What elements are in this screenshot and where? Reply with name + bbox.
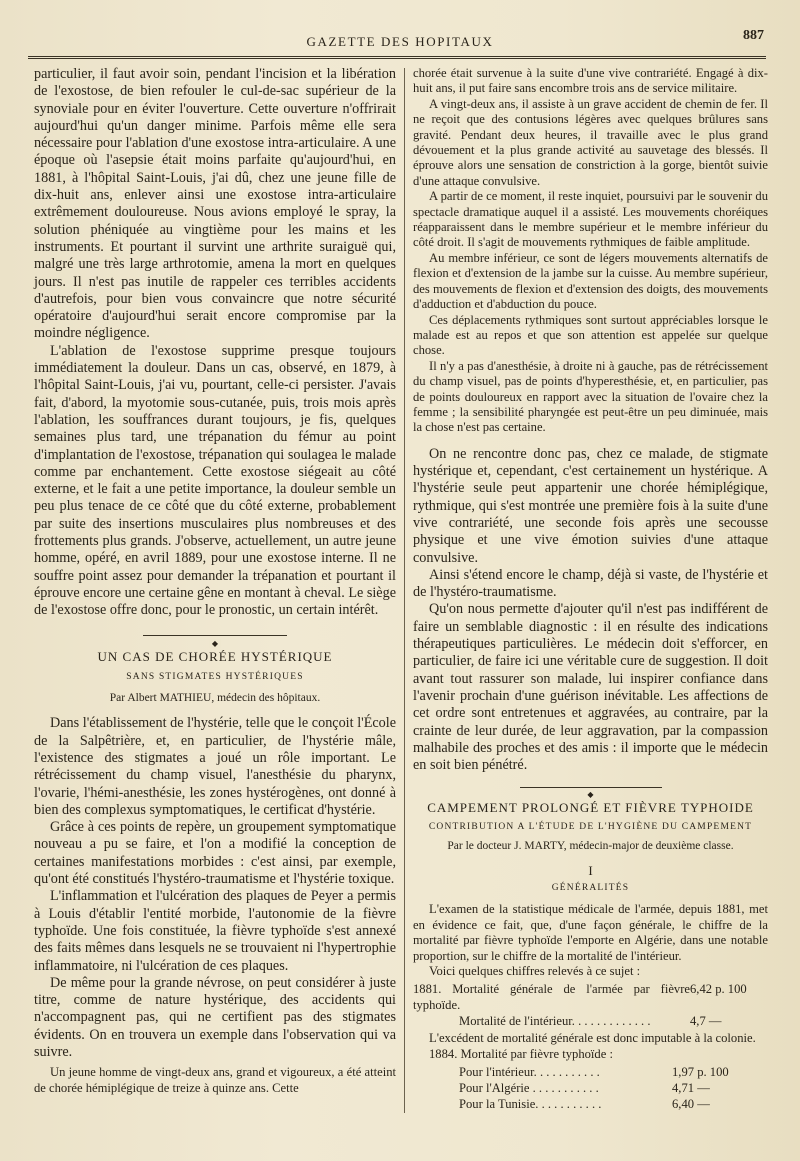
paragraph: L'excédent de mortalité générale est donc imputable à la colonie. [429, 1031, 756, 1046]
paragraph: Ainsi s'étend encore le champ, déjà si vaste, de l'hystérie et de l'hystéro-traumatisme. [413, 566, 768, 601]
article-byline: Par Albert MATHIEU, médecin des hôpitaux. [109, 692, 321, 705]
paragraph: Au membre inférieur, ce sont de légers mouvements alternatifs de flexion et d'extension de la jambe sur la cuisse. Au membre supérieur, des mouvements de flexion et d'extension des doigts, des mouvements d'adduction et d'abduction du pouce. [413, 250, 768, 312]
paragraph: Qu'on nous permette d'ajouter qu'il n'est pas indifférent de faire un semblable diagnostic : il en résulte des indications thérapeutiques particulières. Le médecin doit s'efforcer, en particulier, de faire ici une véritable cure de suggestion. Il doit avant tout rassurer son malade, lui inspirer confiance dans l'avenir prochain d'une guérison inévitable. Les affections de cet ordre sont entretenues et aggravées, au contraire, par la crainte de leur durée, de leur aggravation, par la compassion malhabile des proches et des amis : il importe que le médecin en soit bien pénétré. [413, 601, 768, 774]
stats-1881 [413, 981, 768, 1029]
stat-value: 6,42 p. 100 [690, 982, 747, 997]
stat-row [413, 981, 768, 1013]
paragraph: particulier, il faut avoir soin, pendant l'incision et la libération de l'exostose, de bien refouler le cul-de-sac supérieur de la synoviale pour en éviter l'ouverture. Cette ouverture n'offrirait aujourd'hui qu'un danger minime. Parfois même elle sera nécessaire pour l'ablation d'une exostose intra-articulaire. A une époque où l'asepsie était moins parfaite qu'aujourd'hui, en 1881, à l'hôpital Saint-Louis, j'ai dû, chez une jeune fille de dix-huit ans, enlever ainsi une exostose intra-articulaire extrêmement douloureuse. Nous avions employé le spray, la solution phéniquée au vingtième pour les mains et les instruments. Et pourtant il survint une arthrite suraiguë qui, malgré une très large arthrotomie, amena la mort en quelques jours. Il n'est pas inutile de rappeler ces terribles accidents d'autrefois, pour bien vous convaincre que notre sécurité opératoire d'aujourd'hui serait encore compromise par la moindre négligence. [34, 66, 396, 342]
paragraph: Voici quelques chiffres relevés à ce sujet : [429, 964, 641, 979]
article-separator: ◆ [34, 634, 396, 638]
article-title: UN CAS DE CHORÉE HYSTÉRIQUE [97, 648, 333, 664]
stat-row [413, 1013, 768, 1029]
stat-label: Pour la Tunisie. . . . . . . . . . . [459, 1097, 602, 1112]
article-subtitle: CONTRIBUTION A L'ÉTUDE DE L'HYGIÈNE DU CAMPEMENT [428, 821, 753, 832]
paragraph: A partir de ce moment, il reste inquiet, poursuivi par le souvenir du spectacle dramatique auquel il a assisté. Les mouvements choréiques réapparaissent dans le membre supérieur et le membre inférieur du côté droit. Il s'agit de mouvements rythmiques de faible amplitude. [413, 189, 768, 250]
stat-label: Pour l'Algérie . . . . . . . . . . . [459, 1081, 599, 1096]
stat-value: 6,40 — [672, 1097, 710, 1112]
paragraph: Ces déplacements rythmiques sont surtout appréciables lorsque le malade est au repos et que son attention est appelée sur quelque chose. [413, 312, 768, 358]
stat-label: 1881. Mortalité générale de l'armée par fièvre typhoïde. [413, 982, 690, 1013]
stat-row [413, 1064, 768, 1080]
header-rule [28, 56, 766, 59]
stat-value: 4,71 — [672, 1081, 710, 1096]
paragraph-small: Un jeune homme de vingt-deux ans, grand et vigoureux, a été atteint de chorée hémiplégique de treize à quinze ans. Cette [34, 1065, 396, 1095]
stat-row [413, 1080, 768, 1096]
stat-row [413, 1096, 768, 1112]
stat-label: Pour l'intérieur. . . . . . . . . . . [459, 1065, 600, 1080]
stat-value: 1,97 p. 100 [672, 1065, 729, 1080]
paragraph: Dans l'établissement de l'hystérie, telle que le conçoit l'École de la Salpêtrière, et, en particulier, de l'hystérie mâle, l'existence des stigmates a joué un rôle important. Le rétrécissement du champ visuel, l'anesthésie du pharynx, l'ovarie, l'hémi-anesthésie, les zones hystérogènes, ont donné à bien des complexus symptomatiques, le certificat d'hystérie. [34, 715, 396, 818]
paragraph: De même pour la grande névrose, on peut considérer à juste titre, comme de nature hystérique, des accidents qui n'accompagnent pas, qui ne certifient pas des stigmates évidents. On en trouvera un exemple dans l'observation qui va suivre. [34, 974, 396, 1061]
paragraph: A vingt-deux ans, il assiste à un grave accident de chemin de fer. Il ne reçoit que des contusions légères avec quelques brûlures sans gravité. Pendant deux heures, il travaille avec le plus grand dévouement et la plus grande activité au sauvetage des blessés. Il éprouve alors une sensation de constriction à la gorge, bientôt suivie d'une attaque convulsive. [413, 96, 768, 188]
article-separator: ◆ [413, 786, 768, 790]
paragraph: chorée était survenue à la suite d'une vive contrariété. Engagé à dix-huit ans, il put faire sans encombre trois ans de service militaire. [413, 66, 768, 96]
paragraph: L'examen de la statistique médicale de l'armée, depuis 1881, met en évidence ce fait, que, d'une façon générale, le chiffre de la mortalité par fièvre typhoïde l'emporte en Algérie, dans une notable proportion, sur le chiffre de la mortalité de l'intérieur. [413, 902, 768, 963]
running-header [0, 28, 800, 52]
article-subtitle: SANS STIGMATES HYSTÉRIQUES [126, 671, 304, 682]
article-byline: Par le docteur J. MARTY, médecin-major de deuxième classe. [447, 840, 734, 853]
paragraph: L'ablation de l'exostose supprime presque toujours immédiatement la douleur. Dans un cas, observé, en 1879, à l'hôpital Saint-Louis, j'ai vu, pourtant, celle-ci persister. J'avais fait, d'abord, la myotomie sous-cutanée, puis, trois mois après l'ablation, les souffrances durant toujours, je fis, quelques semaines plus tard, une trépanation du fémur au point d'implantation de l'exostose, trépanation qui soulagea le malade comme par enchantement. Cette exostose siégeait au côté externe, et le fait a une petite importance, la douleur semble un peu plus tenace de ce côté que du côté externe, probablement par suite des insertions musculaires plus nombreuses et des frottements plus grands. J'observe, actuellement, un autre jeune homme, opéré, en avril 1889, pour une exostose interne. Il ne souffre point assez pour demander la trépanation et pourtant il éprouve encore une certaine gêne en montant à cheval. Le siège de l'exostose offre donc, pour le pronostic, un certain intérêt. [34, 342, 396, 619]
paragraph: 1884. Mortalité par fièvre typhoïde : [429, 1046, 613, 1061]
left-column [34, 66, 396, 1096]
column-divider [404, 68, 405, 1113]
journal-title: GAZETTE DES HOPITAUX [306, 34, 494, 49]
stat-value: 4,7 — [690, 1014, 722, 1029]
stats-1884 [413, 1064, 768, 1112]
article-title: CAMPEMENT PROLONGÉ ET FIÈVRE TYPHOIDE [427, 800, 754, 816]
paragraph: L'inflammation et l'ulcération des plaques de Peyer a permis à Louis d'établir l'entité morbide, l'autonomie de la fièvre typhoïde. Une fois constituée, la fièvre typhoïde s'est annexé des faits mêmes dans lesquels ne se trouvaient ni l'hypertrophie inflammatoire, ni l'ulcération de ces plaques. [34, 888, 396, 974]
paragraph: Grâce à ces points de repère, un groupement symptomatique nouveau a pu se faire, et l'on a modifié la conception de certaines manifestations morbides : c'est ainsi, par exemple, qu'ont été constitués l'hystéro-traumatisme et l'hystérie toxique. [34, 819, 396, 888]
paragraph: On ne rencontre donc pas, chez ce malade, de stigmate hystérique et, cependant, c'est certainement un hystérique. A l'hystérie seule peut appartenir une chorée hémiplégique, rythmique, qui s'est montrée une première fois à la suite d'une vive contrariété, une seconde fois après une secousse physique et une vive émotion suivies d'une attaque convulsive. [413, 445, 768, 566]
page-number: 887 [743, 28, 764, 43]
section-number: I [588, 862, 593, 878]
section-title: GÉNÉRALITÉS [551, 883, 630, 894]
stat-label: Mortalité de l'intérieur. . . . . . . . . . . . . [459, 1014, 651, 1029]
paragraph: Il n'y a pas d'anesthésie, à droite ni à gauche, pas de rétrécissement du champ visuel, pas de points d'hyperesthésie, et, en particulier, pas de points douloureux en rapport avec la situation de l'ovaire chez la femme ; la sensibilité pharyngée est peut-être un peu diminuée, mais la chose n'est pas certaine. [413, 358, 768, 435]
right-column [413, 66, 768, 1114]
